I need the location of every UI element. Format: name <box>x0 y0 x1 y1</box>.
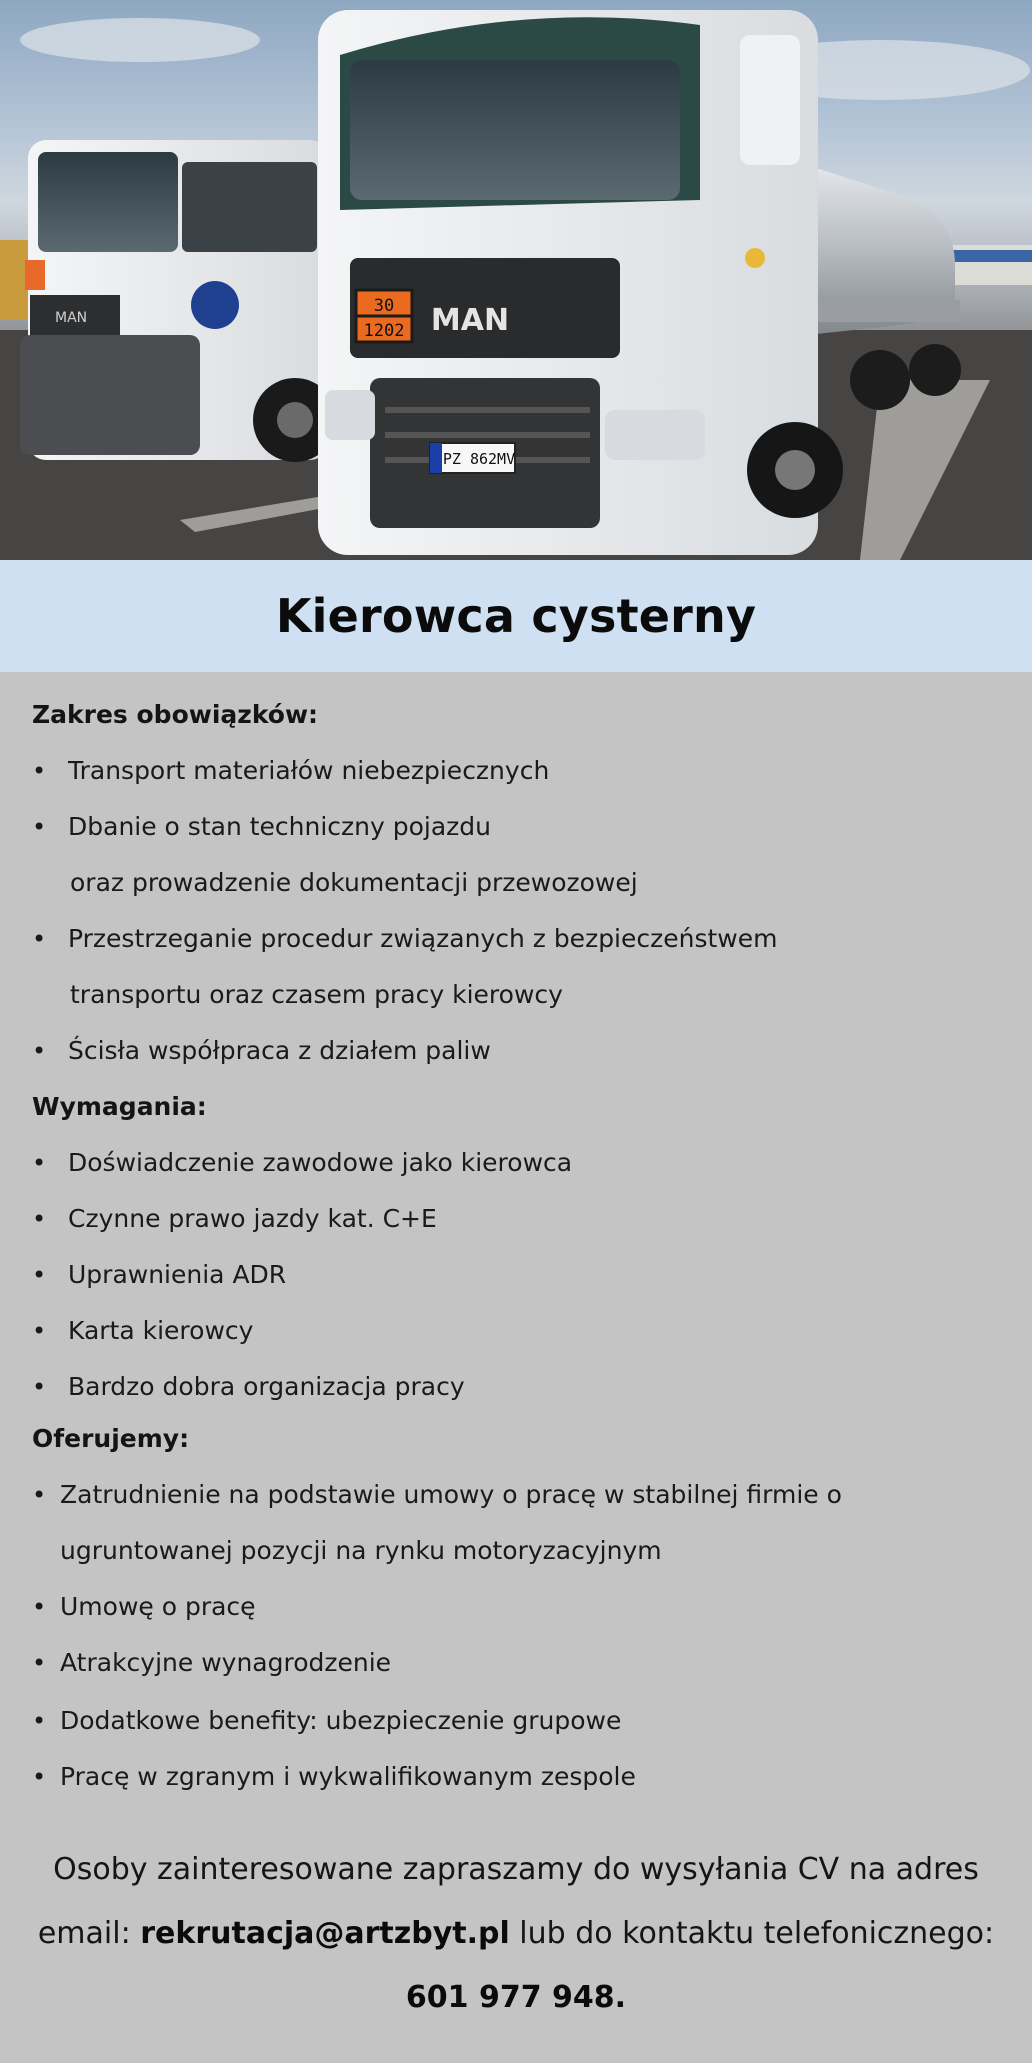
email-prefix: email: <box>37 1916 141 1951</box>
duty-item: • Transport materiałów niebezpiecznych <box>32 756 550 785</box>
bullet: • <box>32 1317 47 1345</box>
email-suffix: lub do kontaktu telefonicznego: <box>509 1916 995 1951</box>
left-truck-brand: MAN <box>55 310 88 326</box>
bullet: • <box>32 1481 47 1509</box>
duties-heading: Zakres obowiązków: <box>32 700 319 729</box>
hazard-code-bottom: 1202 <box>363 321 405 341</box>
page-title: Kierowca cysterny <box>275 589 757 643</box>
requirement-item: • Karta kierowcy <box>32 1316 254 1345</box>
phone-number[interactable]: 601 977 948. <box>405 1980 627 2015</box>
offer-item-continuation: ugruntowanej pozycji na rynku motoryzacyjnym <box>60 1536 662 1565</box>
title-band <box>0 560 1032 672</box>
duty-item-continuation: oraz prowadzenie dokumentacji przewozowej <box>70 868 638 897</box>
offer-item: • Pracę w zgranym i wykwalifikowanym zespole <box>32 1762 636 1791</box>
offer-item: • Dodatkowe benefity: ubezpieczenie grupowe <box>32 1706 622 1735</box>
main-truck <box>318 10 843 555</box>
bullet: • <box>32 1037 47 1065</box>
duty-item-continuation: transportu oraz czasem pracy kierowcy <box>70 980 563 1009</box>
email-link[interactable]: rekrutacja@artzbyt.pl <box>140 1916 510 1951</box>
hazard-plate <box>356 290 412 342</box>
requirements-heading: Wymagania: <box>32 1092 207 1121</box>
requirement-item: • Uprawnienia ADR <box>32 1260 287 1289</box>
bullet: • <box>32 1593 47 1621</box>
offer-item: • Zatrudnienie na podstawie umowy o pracę w stabilnej firmie o <box>32 1480 842 1509</box>
bullet: • <box>32 757 47 785</box>
license-plate <box>430 443 515 473</box>
bullet: • <box>32 1649 47 1677</box>
bullet: • <box>32 925 47 953</box>
duty-item: • Dbanie o stan techniczny pojazdu <box>32 812 492 841</box>
requirement-item: • Bardzo dobra organizacja pracy <box>32 1372 465 1401</box>
bullet: • <box>32 1763 47 1791</box>
contact-email-line <box>0 1916 1032 1951</box>
left-truck <box>20 140 337 462</box>
duty-item: • Ścisła współpraca z działem paliw <box>32 1036 491 1065</box>
contact-intro: Osoby zainteresowane zapraszamy do wysyłania CV na adres <box>53 1852 979 1887</box>
hazard-code-top: 30 <box>373 296 395 316</box>
contact-phone-line <box>0 1980 1032 2015</box>
license-plate-text: PZ 862MV <box>442 450 516 468</box>
requirement-item: • Czynne prawo jazdy kat. C+E <box>32 1204 437 1233</box>
requirement-item: • Doświadczenie zawodowe jako kierowca <box>32 1148 573 1177</box>
main-truck-brand: MAN <box>430 303 510 338</box>
bullet: • <box>32 1261 47 1289</box>
offer-item: • Atrakcyjne wynagrodzenie <box>32 1648 392 1677</box>
bullet: • <box>32 813 47 841</box>
bullet: • <box>32 1707 47 1735</box>
hero-photo <box>0 0 1032 560</box>
offer-heading: Oferujemy: <box>32 1424 190 1453</box>
bullet: • <box>32 1373 47 1401</box>
offer-item: • Umowę o pracę <box>32 1592 256 1621</box>
bullet: • <box>32 1149 47 1177</box>
duty-item: • Przestrzeganie procedur związanych z bezpieczeństwem <box>32 924 778 953</box>
bullet: • <box>32 1205 47 1233</box>
tanker-trucks-illustration <box>0 0 1032 560</box>
job-description <box>0 672 1032 2063</box>
